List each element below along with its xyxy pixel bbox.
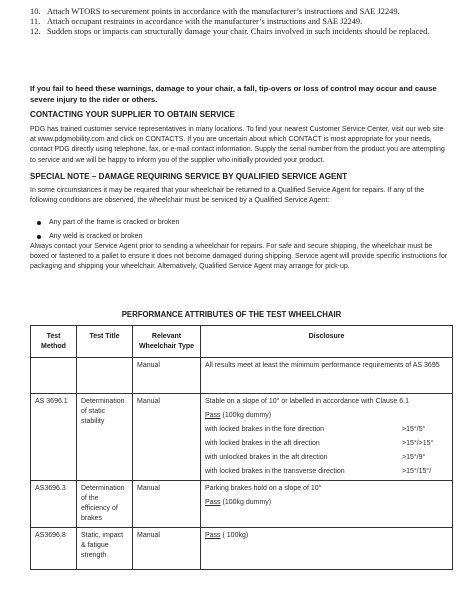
list-item-number: 12.: [30, 27, 41, 37]
list-item-text: Attach WTORS to securement points in accordance with the manufacturer’s instructions and SAE J2249.: [47, 7, 400, 16]
cell-test-method: AS 3696.1: [31, 394, 77, 481]
list-item: [30, 7, 450, 17]
bullet-icon: [37, 235, 41, 239]
condition-label: with unlocked brakes in the aft direction: [205, 454, 328, 461]
condition-value: >15°/9°: [402, 454, 426, 461]
condition-value: >15°/>15°: [402, 440, 434, 447]
list-item: [37, 218, 179, 228]
disclosure-text: Parking brakes hold on a slope of 10°: [205, 485, 322, 492]
pass-note: ( 100kg): [220, 532, 249, 539]
pass-line: [205, 531, 448, 541]
cell-test-title: Static, impact & fatigue strength: [77, 528, 133, 570]
table-row: [31, 394, 453, 481]
header-test-title: Test Title: [77, 326, 133, 358]
pass-label: Pass: [205, 412, 221, 419]
table-row: [31, 358, 453, 394]
pass-line: [205, 411, 448, 421]
cell-test-title: Determination of static stability: [77, 394, 133, 481]
performance-table: [30, 325, 453, 570]
cell-test-title: Determination of the efficiency of brakes: [77, 481, 133, 528]
header-disclosure: Disclosure: [201, 326, 453, 358]
cell-relevant-type: Manual: [133, 394, 201, 481]
list-item: [30, 27, 450, 37]
table-row: [31, 528, 453, 570]
table-row: [31, 481, 453, 528]
condition-value: >15°/15°/: [402, 468, 432, 475]
table-header-row: [31, 326, 453, 358]
numbered-instructions: [30, 7, 450, 38]
pass-line: [205, 498, 448, 508]
cell-relevant-type: Manual: [133, 481, 201, 528]
cell-test-method: [31, 358, 77, 394]
cell-relevant-type: Manual: [133, 528, 201, 570]
cell-disclosure: [201, 481, 453, 528]
cell-disclosure: [201, 528, 453, 570]
special-note-closing: Always contact your Service Agent prior to sending a wheelchair for repairs. For safe and secure shipping, the wheelchair must be boxed or fastened to a pallet to ensure it does not become damaged during shipping. Service agent will provide specific instructions for packaging and shipping your wheelchair. Alternatively, Qualified Service Agent may arrange for pick-up.: [30, 243, 448, 271]
contact-paragraph: PDG has trained customer service representatives in many locations. To find your nearest Customer Service Center, visit our web site at www.pdgmobility.com and click on CONTACTS. If you are uncertain about which CONTACT is most appropriate for your needs, contact PDG directly using telephone, fax, or e-mail contact information. Supply the serial number from the product you are attempting to service and we will be happy to inform you of the supplier who initially provided your product.: [30, 126, 445, 164]
stability-condition: [205, 453, 448, 463]
contact-heading: CONTACTING YOUR SUPPLIER TO OBTAIN SERVICE: [30, 110, 235, 119]
cell-test-method: AS3696.3: [31, 481, 77, 528]
bullet-text: Any part of the frame is cracked or broken: [49, 219, 180, 226]
cell-test-method: AS3696.8: [31, 528, 77, 570]
cell-relevant-type: Manual: [133, 358, 201, 394]
cell-disclosure: All results meet at least the minimum performance requirements of AS 3695: [201, 358, 453, 394]
warning-text: If you fail to heed these warnings, damage to your chair, a fall, tip-overs or loss of control may occur and cause severe injury to the rider or others.: [30, 84, 437, 104]
bullet-text: Any weld is cracked or broken: [49, 233, 143, 241]
list-item: [37, 232, 179, 242]
list-item-number: 11.: [30, 17, 41, 27]
list-item-text: Attach occupant restraints in accordance with the manufacturer’s instructions and SAE J2249.: [47, 17, 363, 27]
pass-note: (100kg dummy): [220, 412, 272, 419]
condition-value: >15°/5°: [402, 426, 426, 433]
list-item-number: 10.: [30, 7, 41, 16]
header-test-method: Test Method: [31, 326, 77, 358]
disclosure-text: Stable on a slope of 10° or labelled in accordance with Clause 6.1: [205, 398, 409, 405]
header-relevant-type: Relevant Wheelchair Type: [133, 326, 201, 358]
condition-label: with locked brakes in the transverse direction: [205, 468, 345, 475]
list-item: [30, 17, 450, 27]
stability-condition: [205, 467, 448, 477]
special-note-heading: SPECIAL NOTE – DAMAGE REQUIRING SERVICE BY QUALIFIED SERVICE AGENT: [30, 172, 348, 181]
special-note-intro: In some circumstances it may be required that your wheelchair be returned to a Qualified Service Agent for repairs. If any of the following conditions are observed, the wheelchair must be serviced by a Qualified Service Agent:: [30, 187, 425, 205]
cell-test-title: [77, 358, 133, 394]
pass-label: Pass: [205, 499, 221, 506]
table-title: PERFORMANCE ATTRIBUTES OF THE TEST WHEELCHAIR: [121, 310, 342, 319]
condition-label: with locked brakes in the aft direction: [205, 440, 320, 447]
bullet-icon: [37, 221, 41, 225]
pass-label: Pass: [205, 532, 221, 539]
condition-label: with locked brakes in the fore direction: [205, 426, 325, 433]
list-item-text: Sudden stops or impacts can structurally damage your chair. Chairs involved in such incidents should be replaced.: [47, 27, 430, 37]
stability-condition: [205, 425, 448, 435]
stability-condition: [205, 439, 448, 449]
pass-note: (100kg dummy): [220, 499, 272, 506]
cell-disclosure: [201, 394, 453, 481]
